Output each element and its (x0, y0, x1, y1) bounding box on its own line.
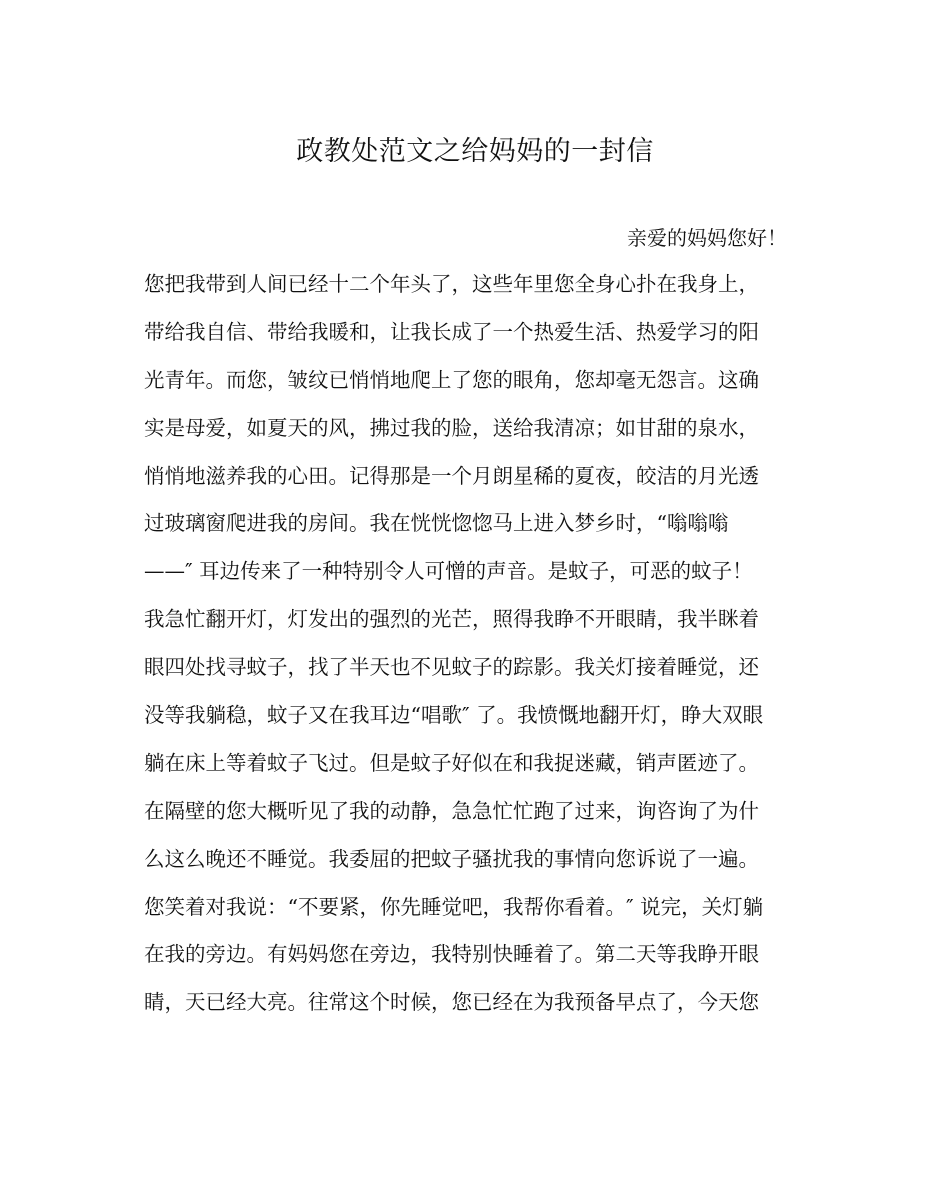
body-line: 在隔壁的您大概听见了我的动静，急急忙忙跑了过来，询咨询了为什 (144, 798, 759, 823)
body-line: 过玻璃窗爬进我的房间。我在恍恍惚惚马上进入梦乡时，“嗡嗡嗡 (144, 511, 729, 536)
body-line: 躺在床上等着蚊子飞过。但是蚊子好似在和我捉迷藏，销声匿迹了。 (144, 750, 759, 775)
body-line: 您把我带到人间已经十二个年头了，这些年里您全身心扑在我身上， (144, 272, 759, 296)
body-line: 悄悄地滋养我的心田。记得那是一个月朗星稀的夏夜，皎洁的月光透 (144, 463, 759, 488)
body-line: 我急忙翻开灯，灯发出的强烈的光芒，照得我睁不开眼睛，我半眯着 (144, 607, 759, 632)
body-line: 睛，天已经大亮。往常这个时候，您已经在为我预备早点了，今天您 (144, 990, 759, 1015)
body-line: 您笑着对我说：“不要紧，你先睡觉吧，我帮你看着。″ 说完，关灯躺 (144, 894, 764, 919)
body-line: 眼四处找寻蚊子，找了半天也不见蚊子的踪影。我关灯接着睡觉，还 (144, 655, 759, 680)
body-line: 没等我躺稳，蚊子又在我耳边“唱歌″ 了。我愤慨地翻开灯，睁大双眼 (144, 703, 764, 728)
body-line: ——″ 耳边传来了一种特别令人可憎的声音。是蚊子，可恶的蚊子！ (144, 559, 753, 584)
document-title: 政教处范文之给妈妈的一封信 (296, 136, 654, 167)
body-line: 在我的旁边。有妈妈您在旁边，我特别快睡着了。第二天等我睁开眼 (144, 942, 759, 967)
salutation: 亲爱的妈妈您好！ (627, 226, 787, 250)
body-line: 光青年。而您，皱纹已悄悄地爬上了您的眼角，您却毫无怨言。这确 (144, 367, 759, 392)
body-line: 么这么晚还不睡觉。我委屈的把蚊子骚扰我的事情向您诉说了一遍。 (144, 846, 759, 871)
letter-body (144, 268, 814, 1034)
body-line: 实是母爱，如夏天的风，拂过我的脸，送给我清凉；如甘甜的泉水， (144, 415, 759, 440)
body-line: 带给我自信、带给我暖和，让我长成了一个热爱生活、热爱学习的阳 (144, 319, 759, 344)
